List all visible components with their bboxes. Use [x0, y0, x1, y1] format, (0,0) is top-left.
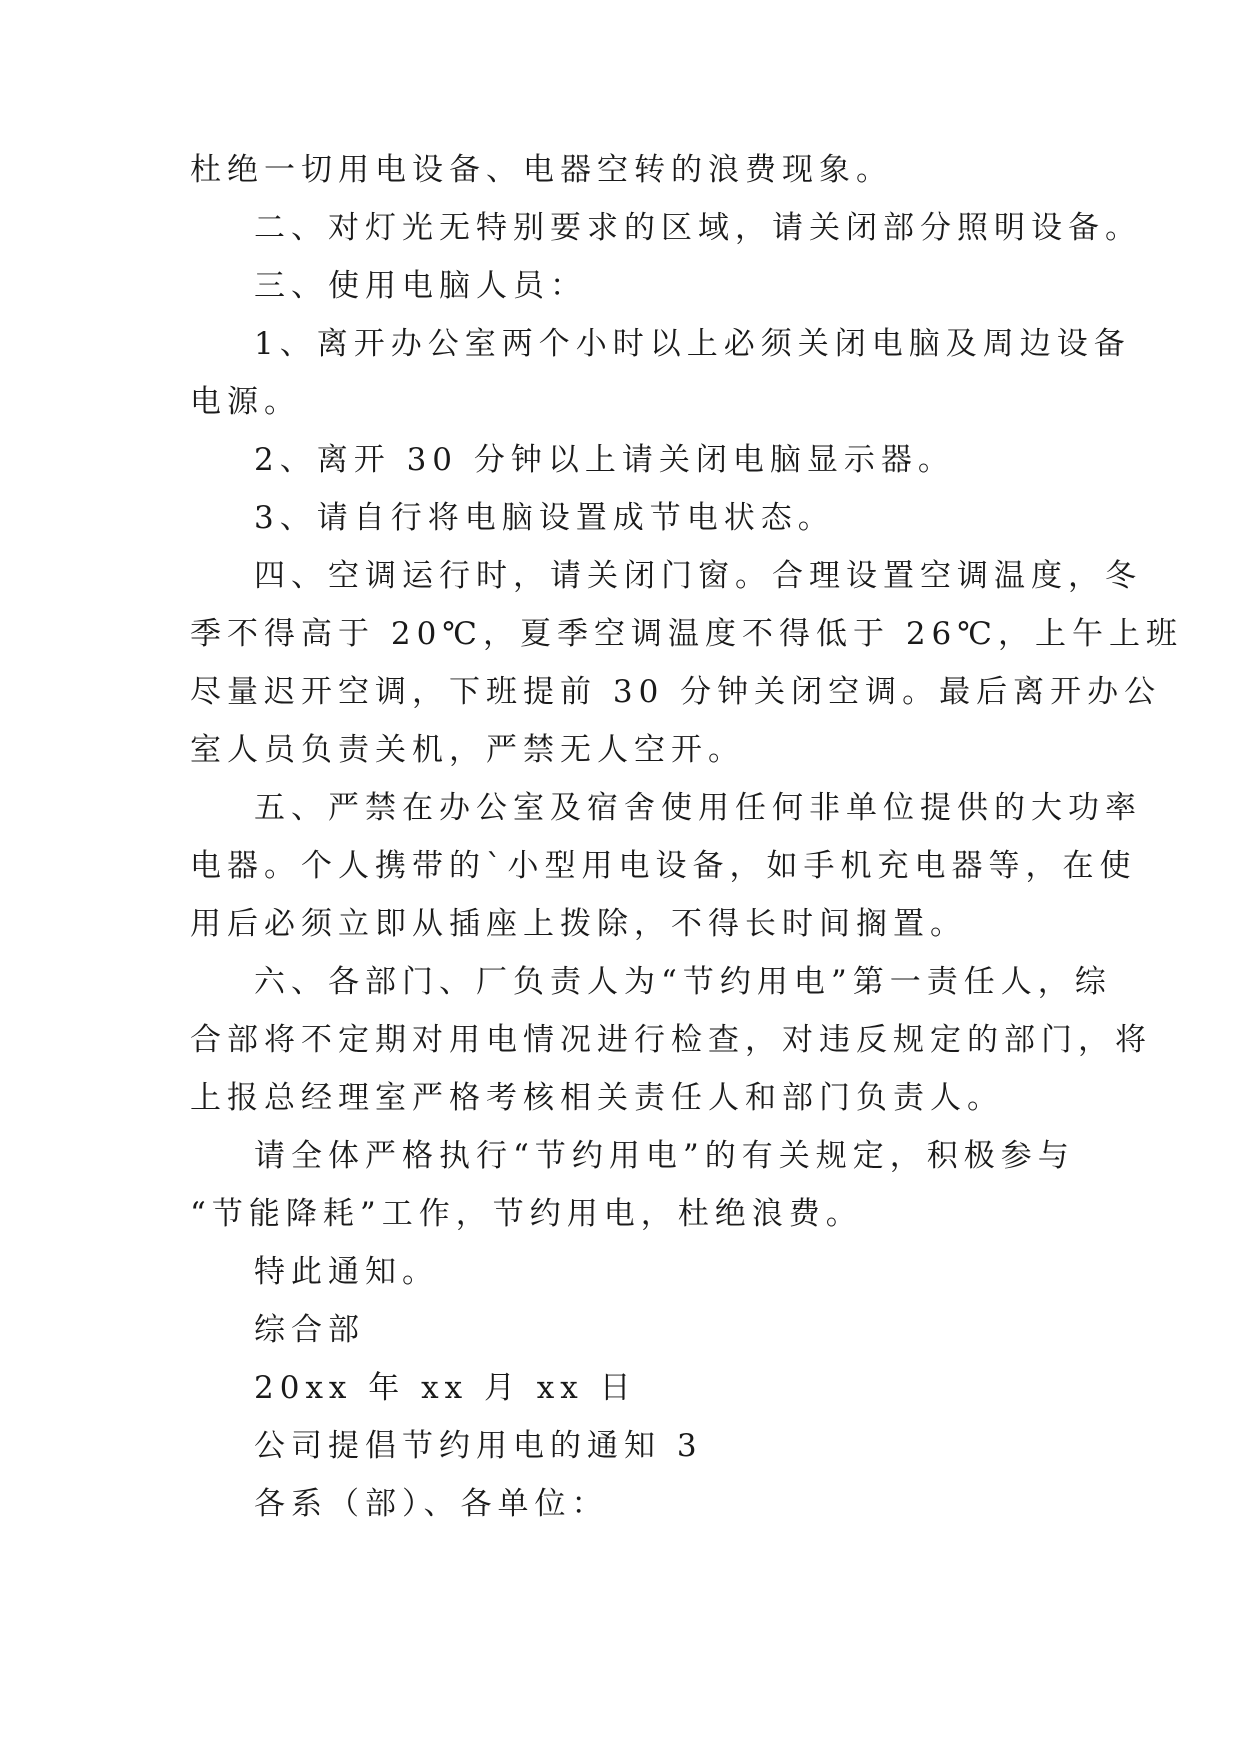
body-line: 用后必须立即从插座上拨除，不得长时间搁置。	[190, 906, 967, 942]
salutation: 各系（部）、各单位：	[254, 1486, 609, 1522]
signature-date: 20xx 年 xx 月 xx 日	[254, 1370, 637, 1406]
body-line: 二、对灯光无特别要求的区域，请关闭部分照明设备。	[254, 210, 1142, 246]
body-line: 季不得高于 20℃，夏季空调温度不得低于 26℃，上午上班	[190, 616, 1183, 652]
section-title: 公司提倡节约用电的通知 3	[254, 1428, 703, 1464]
body-line: 杜绝一切用电设备、电器空转的浪费现象。	[190, 152, 893, 188]
body-line: 1、离开办公室两个小时以上必须关闭电脑及周边设备	[254, 326, 1131, 362]
body-line: 六、各部门、厂负责人为“节约用电”第一责任人，综	[254, 964, 1112, 1000]
body-line: 尽量迟开空调，下班提前 30 分钟关闭空调。最后离开办公	[190, 674, 1162, 710]
body-line: 四、空调运行时，请关闭门窗。合理设置空调温度，冬	[254, 558, 1142, 594]
body-line: 合部将不定期对用电情况进行检查，对违反规定的部门，将	[190, 1022, 1152, 1058]
body-line: 2、离开 30 分钟以上请关闭电脑显示器。	[254, 442, 955, 478]
body-line: “节能降耗”工作，节约用电，杜绝浪费。	[190, 1196, 863, 1232]
body-line: 三、使用电脑人员：	[254, 268, 587, 304]
body-line: 电器。个人携带的`小型用电设备，如手机充电器等，在使	[190, 848, 1137, 884]
body-line: 五、严禁在办公室及宿舍使用任何非单位提供的大功率	[254, 790, 1142, 826]
body-line: 上报总经理室严格考核相关责任人和部门负责人。	[190, 1080, 1004, 1116]
closing-line: 特此通知。	[254, 1254, 439, 1290]
body-line: 3、请自行将电脑设置成节电状态。	[254, 500, 835, 536]
signature-department: 综合部	[254, 1312, 365, 1348]
body-line: 电源。	[190, 384, 301, 420]
body-line: 室人员负责关机，严禁无人空开。	[190, 732, 745, 768]
body-line: 请全体严格执行“节约用电”的有关规定，积极参与	[254, 1138, 1075, 1174]
